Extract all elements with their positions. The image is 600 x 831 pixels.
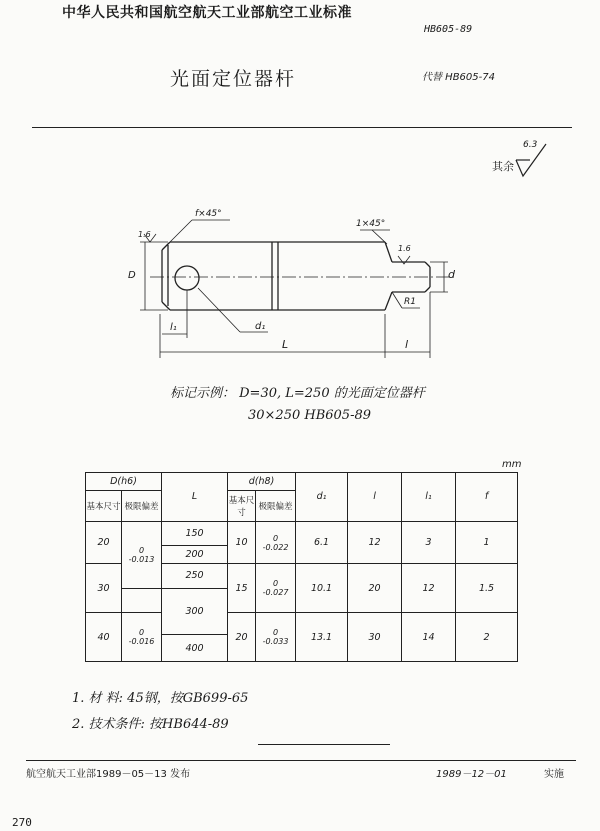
hdr-f: f: [456, 473, 518, 522]
tol-right: 1.6: [398, 244, 411, 253]
spec-table: [85, 472, 518, 662]
table-unit: mm: [502, 459, 522, 470]
table-row: [86, 613, 518, 635]
page-title: 光面定位器杆: [170, 68, 297, 90]
table-cell: [122, 588, 162, 612]
table-cell: 20: [228, 613, 256, 662]
dim-d: d: [448, 268, 455, 281]
table-cell: 300: [162, 588, 228, 635]
table-cell: 0 -0.022: [256, 521, 296, 563]
hdr-D-base: 基本尺寸: [86, 490, 122, 521]
dim-L: L: [282, 338, 289, 351]
tol-left: 1.6: [138, 230, 151, 239]
table-cell: 200: [162, 546, 228, 564]
table-cell: 20: [348, 564, 402, 613]
table-cell: 13.1: [296, 613, 348, 662]
table-cell: 400: [162, 635, 228, 662]
table-cell: 40: [86, 613, 122, 662]
note-tech-conditions: 2. 技术条件: 按HB644-89: [72, 717, 229, 732]
dim-l: l: [405, 338, 409, 351]
hdr-d: d(h8): [228, 473, 296, 491]
table-cell: 10.1: [296, 564, 348, 613]
hdr-d1: d₁: [296, 473, 348, 522]
footer-issuer: 航空航天工业部1989－05－13 发布: [26, 769, 191, 780]
table-cell: 0 -0.016: [122, 613, 162, 662]
header-org: 中华人民共和国航空航天工业部航空工业标准: [62, 5, 352, 21]
end-rule: [258, 744, 390, 745]
roughness-symbol-icon: [516, 144, 546, 176]
table-cell: 1.5: [456, 564, 518, 613]
dim-R1: R1: [404, 297, 416, 307]
replaces-note: 代替 HB605-74: [422, 72, 495, 83]
table-cell: 150: [162, 521, 228, 545]
example-line-2: 30×250 HB605-89: [248, 408, 372, 423]
table-cell: 2: [456, 613, 518, 662]
table-cell: 20: [86, 521, 122, 563]
dim-chamfer-f: f×45°: [195, 209, 222, 219]
table-cell: 250: [162, 564, 228, 588]
roughness-label: 其余: [492, 160, 514, 173]
footer-impl: 实施: [544, 769, 564, 780]
table-cell: 30: [348, 613, 402, 662]
table-cell: 0 -0.013: [122, 521, 162, 588]
table-cell: 0 -0.027: [256, 564, 296, 613]
dim-d1: d₁: [255, 321, 266, 332]
hdr-D: D(h6): [86, 473, 162, 491]
standard-number: HB605-89: [424, 24, 473, 35]
footer-impl-date: 1989－12－01: [436, 769, 507, 780]
table-cell: 3: [402, 521, 456, 563]
note-material: 1. 材 料: 45钢，按GB699-65: [72, 691, 249, 706]
table-cell: 15: [228, 564, 256, 613]
pin-outline: [162, 242, 430, 310]
hdr-l: l: [348, 473, 402, 522]
page-number: 270: [12, 816, 32, 829]
hdr-L: L: [162, 473, 228, 522]
hdr-d-base: 基本尺寸: [228, 490, 256, 521]
table-cell: 6.1: [296, 521, 348, 563]
table-cell: 30: [86, 564, 122, 613]
hdr-l1: l₁: [402, 473, 456, 522]
table-cell: 14: [402, 613, 456, 662]
dim-chamfer-1: 1×45°: [356, 219, 386, 229]
table-cell: 10: [228, 521, 256, 563]
dim-D: D: [128, 270, 136, 281]
example-line-1: 标记示例： D=30, L=250 的光面定位器杆: [170, 386, 425, 401]
dimension-lines: [140, 220, 448, 358]
hdr-D-dev: 极限偏差: [122, 490, 162, 521]
table-cell: 1: [456, 521, 518, 563]
hdr-d-dev: 极限偏差: [256, 490, 296, 521]
roughness-value: 6.3: [523, 140, 538, 150]
table-cell: 12: [402, 564, 456, 613]
table-cell: 12: [348, 521, 402, 563]
dim-l1: l₁: [170, 322, 177, 333]
table-row: [86, 521, 518, 545]
table-cell: 0 -0.033: [256, 613, 296, 662]
footer-rule: [26, 760, 576, 761]
